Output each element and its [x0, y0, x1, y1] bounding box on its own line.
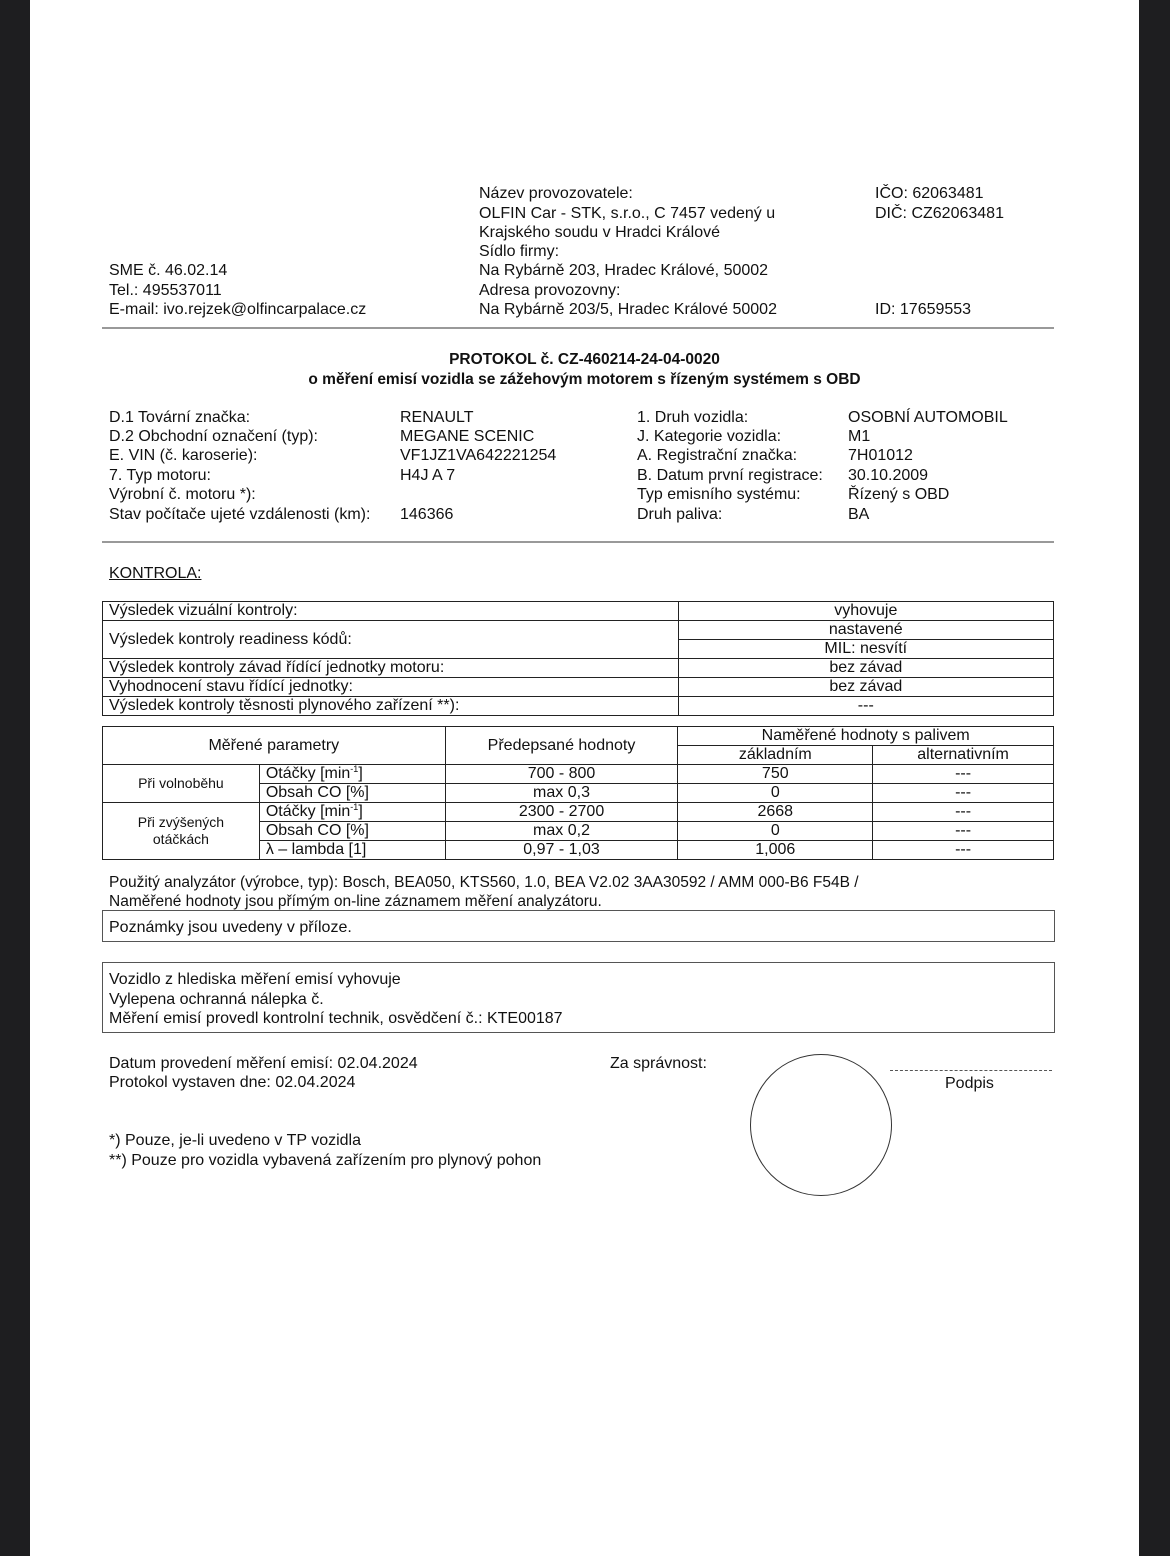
vehicle-value: M1 — [848, 428, 871, 445]
notes-box — [102, 910, 1055, 942]
basic-cell: 0 — [678, 822, 873, 841]
measurement-date: Datum provedení měření emisí: 02.04.2024 — [109, 1055, 418, 1072]
vehicle-value: OSOBNÍ AUTOMOBIL — [848, 409, 1008, 426]
table-row — [103, 659, 1054, 678]
operator-line1: OLFIN Car - STK, s.r.o., C 7457 vedený u — [479, 205, 776, 222]
check-label: Výsledek vizuální kontroly: — [103, 602, 679, 621]
vehicle-value: 30.10.2009 — [848, 467, 929, 484]
ico: IČO: 62063481 — [875, 185, 984, 202]
vehicle-label: A. Registrační značka: — [637, 447, 798, 464]
col-header-alternative: alternativním — [873, 746, 1054, 765]
alt-cell: --- — [873, 841, 1054, 860]
check-value: vyhovuje — [678, 602, 1053, 621]
operator-label: Název provozovatele: — [479, 185, 633, 202]
param-cell: Otáčky $[\min^{-1}]$ — [259, 765, 445, 784]
alt-cell: --- — [873, 765, 1054, 784]
param-cell: Obsah CO [%] — [259, 784, 445, 803]
table-header-row — [103, 727, 1054, 746]
protocol-number: PROTOKOL č. CZ-460214-24-04-0020 — [449, 351, 720, 368]
result-line: Vylepena ochranná nálepka č. — [109, 991, 324, 1008]
check-label: Vyhodnocení stavu řídící jednotky: — [103, 678, 679, 697]
vehicle-label: Typ emisního systému: — [637, 486, 801, 503]
table-row — [103, 602, 1054, 621]
kontrola-heading: KONTROLA: — [109, 565, 202, 582]
vehicle-label: 1. Druh vozidla: — [637, 409, 749, 426]
basic-cell: 0 — [678, 784, 873, 803]
param-cell: Obsah CO [%] — [259, 822, 445, 841]
correctness-label: Za správnost: — [610, 1055, 707, 1072]
vehicle-label: B. Datum první registrace: — [637, 467, 823, 484]
group-raised: Při zvýšených otáčkách — [103, 803, 260, 860]
email: E-mail: ivo.rejzek@olfincarpalace.cz — [109, 301, 367, 318]
vehicle-value: BA — [848, 506, 870, 523]
vehicle-label: Druh paliva: — [637, 506, 723, 523]
operator-line2: Krajského soudu v Hradci Králové — [479, 224, 721, 241]
prescribed-cell: 2300 - 2700 — [445, 803, 678, 822]
check-value: bez závad — [678, 659, 1053, 678]
analyzer-note: Naměřené hodnoty jsou přímým on-line záznamem měření analyzátoru. — [109, 893, 602, 910]
col-header-measured: Naměřené hodnoty s palivem — [678, 727, 1054, 746]
vehicle-value: 7H01012 — [848, 447, 913, 464]
table-row — [103, 803, 1054, 822]
vehicle-value: MEGANE SCENIC — [400, 428, 535, 445]
prescribed-cell: max 0,2 — [445, 822, 678, 841]
seat-value: Na Rybárně 203, Hradec Králové, 50002 — [479, 262, 769, 279]
notes-text: Poznámky jsou uvedeny v příloze. — [109, 919, 352, 936]
analyzer-info: Použitý analyzátor (výrobce, typ): Bosch, BEA050, KTS560, 1.0, BEA V2.02 3AA30592 / AMM 000-B6 F54B / — [109, 874, 859, 891]
vehicle-value: RENAULT — [400, 409, 474, 426]
col-header-basic: základním — [678, 746, 873, 765]
vehicle-value: 146366 — [400, 506, 454, 523]
signature-label: Podpis — [945, 1075, 994, 1092]
vehicle-label: D.1 Tovární značka: — [109, 409, 251, 426]
table-row — [103, 621, 1054, 640]
prescribed-cell: max 0,3 — [445, 784, 678, 803]
vehicle-value: Řízený s OBD — [848, 486, 950, 503]
check-label: Výsledek kontroly závad řídící jednotky motoru: — [103, 659, 679, 678]
sme-number: SME č. 46.02.14 — [109, 262, 228, 279]
param-cell: Otáčky $[\min^{-1}]$ — [259, 803, 445, 822]
check-value: nastavené — [678, 621, 1053, 640]
col-header-params: Měřené parametry — [103, 727, 446, 765]
dic: DIČ: CZ62063481 — [875, 205, 1004, 222]
measurement-table — [102, 726, 1054, 860]
param-cell: λ – lambda [1] — [259, 841, 445, 860]
table-row — [103, 678, 1054, 697]
seat-label: Sídlo firmy: — [479, 243, 560, 260]
signature-line — [890, 1070, 1052, 1071]
issued-date: Protokol vystaven dne: 02.04.2024 — [109, 1074, 356, 1091]
vehicle-value: H4J A 7 — [400, 467, 456, 484]
vehicle-label: J. Kategorie vozidla: — [637, 428, 782, 445]
vehicle-label: Stav počítače ujeté vzdálenosti (km): — [109, 506, 371, 523]
vehicle-label: D.2 Obchodní označení (typ): — [109, 428, 318, 445]
document-page — [30, 0, 1139, 1556]
check-value: MIL: nesvítí — [678, 640, 1053, 659]
result-box — [102, 962, 1055, 1033]
check-value: --- — [678, 697, 1053, 716]
vehicle-label: E. VIN (č. karoserie): — [109, 447, 258, 464]
prescribed-cell: 700 - 800 — [445, 765, 678, 784]
vehicle-value: VF1JZ1VA642221254 — [400, 447, 557, 464]
basic-cell: 750 — [678, 765, 873, 784]
alt-cell: --- — [873, 803, 1054, 822]
footnote-2: **) Pouze pro vozidla vybavená zařízením pro plynový pohon — [109, 1152, 542, 1169]
basic-cell: 2668 — [678, 803, 873, 822]
facility-value: Na Rybárně 203/5, Hradec Králové 50002 — [479, 301, 777, 318]
result-line: Vozidlo z hlediska měření emisí vyhovuje — [109, 971, 401, 988]
footnote-1: *) Pouze, je-li uvedeno v TP vozidla — [109, 1132, 361, 1149]
header-divider — [102, 327, 1054, 329]
check-value: bez závad — [678, 678, 1053, 697]
result-line: Měření emisí provedl kontrolní technik, osvědčení č.: KTE00187 — [109, 1010, 563, 1027]
group-idle: Při volnoběhu — [103, 765, 260, 803]
prescribed-cell: 0,97 - 1,03 — [445, 841, 678, 860]
vehicle-divider — [102, 541, 1054, 543]
phone: Tel.: 495537011 — [109, 282, 222, 299]
facility-id: ID: 17659553 — [875, 301, 972, 318]
stamp-circle — [750, 1054, 892, 1196]
col-header-prescribed: Předepsané hodnoty — [445, 727, 678, 765]
basic-cell: 1,006 — [678, 841, 873, 860]
facility-label: Adresa provozovny: — [479, 282, 621, 299]
alt-cell: --- — [873, 784, 1054, 803]
alt-cell: --- — [873, 822, 1054, 841]
vehicle-label: 7. Typ motoru: — [109, 467, 211, 484]
check-label: Výsledek kontroly těsnosti plynového zařízení **): — [103, 697, 679, 716]
table-row — [103, 765, 1054, 784]
table-row — [103, 697, 1054, 716]
vehicle-label: Výrobní č. motoru *): — [109, 486, 256, 503]
protocol-subtitle: o měření emisí vozidla se zážehovým motorem s řízeným systémem s OBD — [308, 371, 861, 388]
check-label: Výsledek kontroly readiness kódů: — [103, 621, 679, 659]
checks-table — [102, 601, 1054, 716]
